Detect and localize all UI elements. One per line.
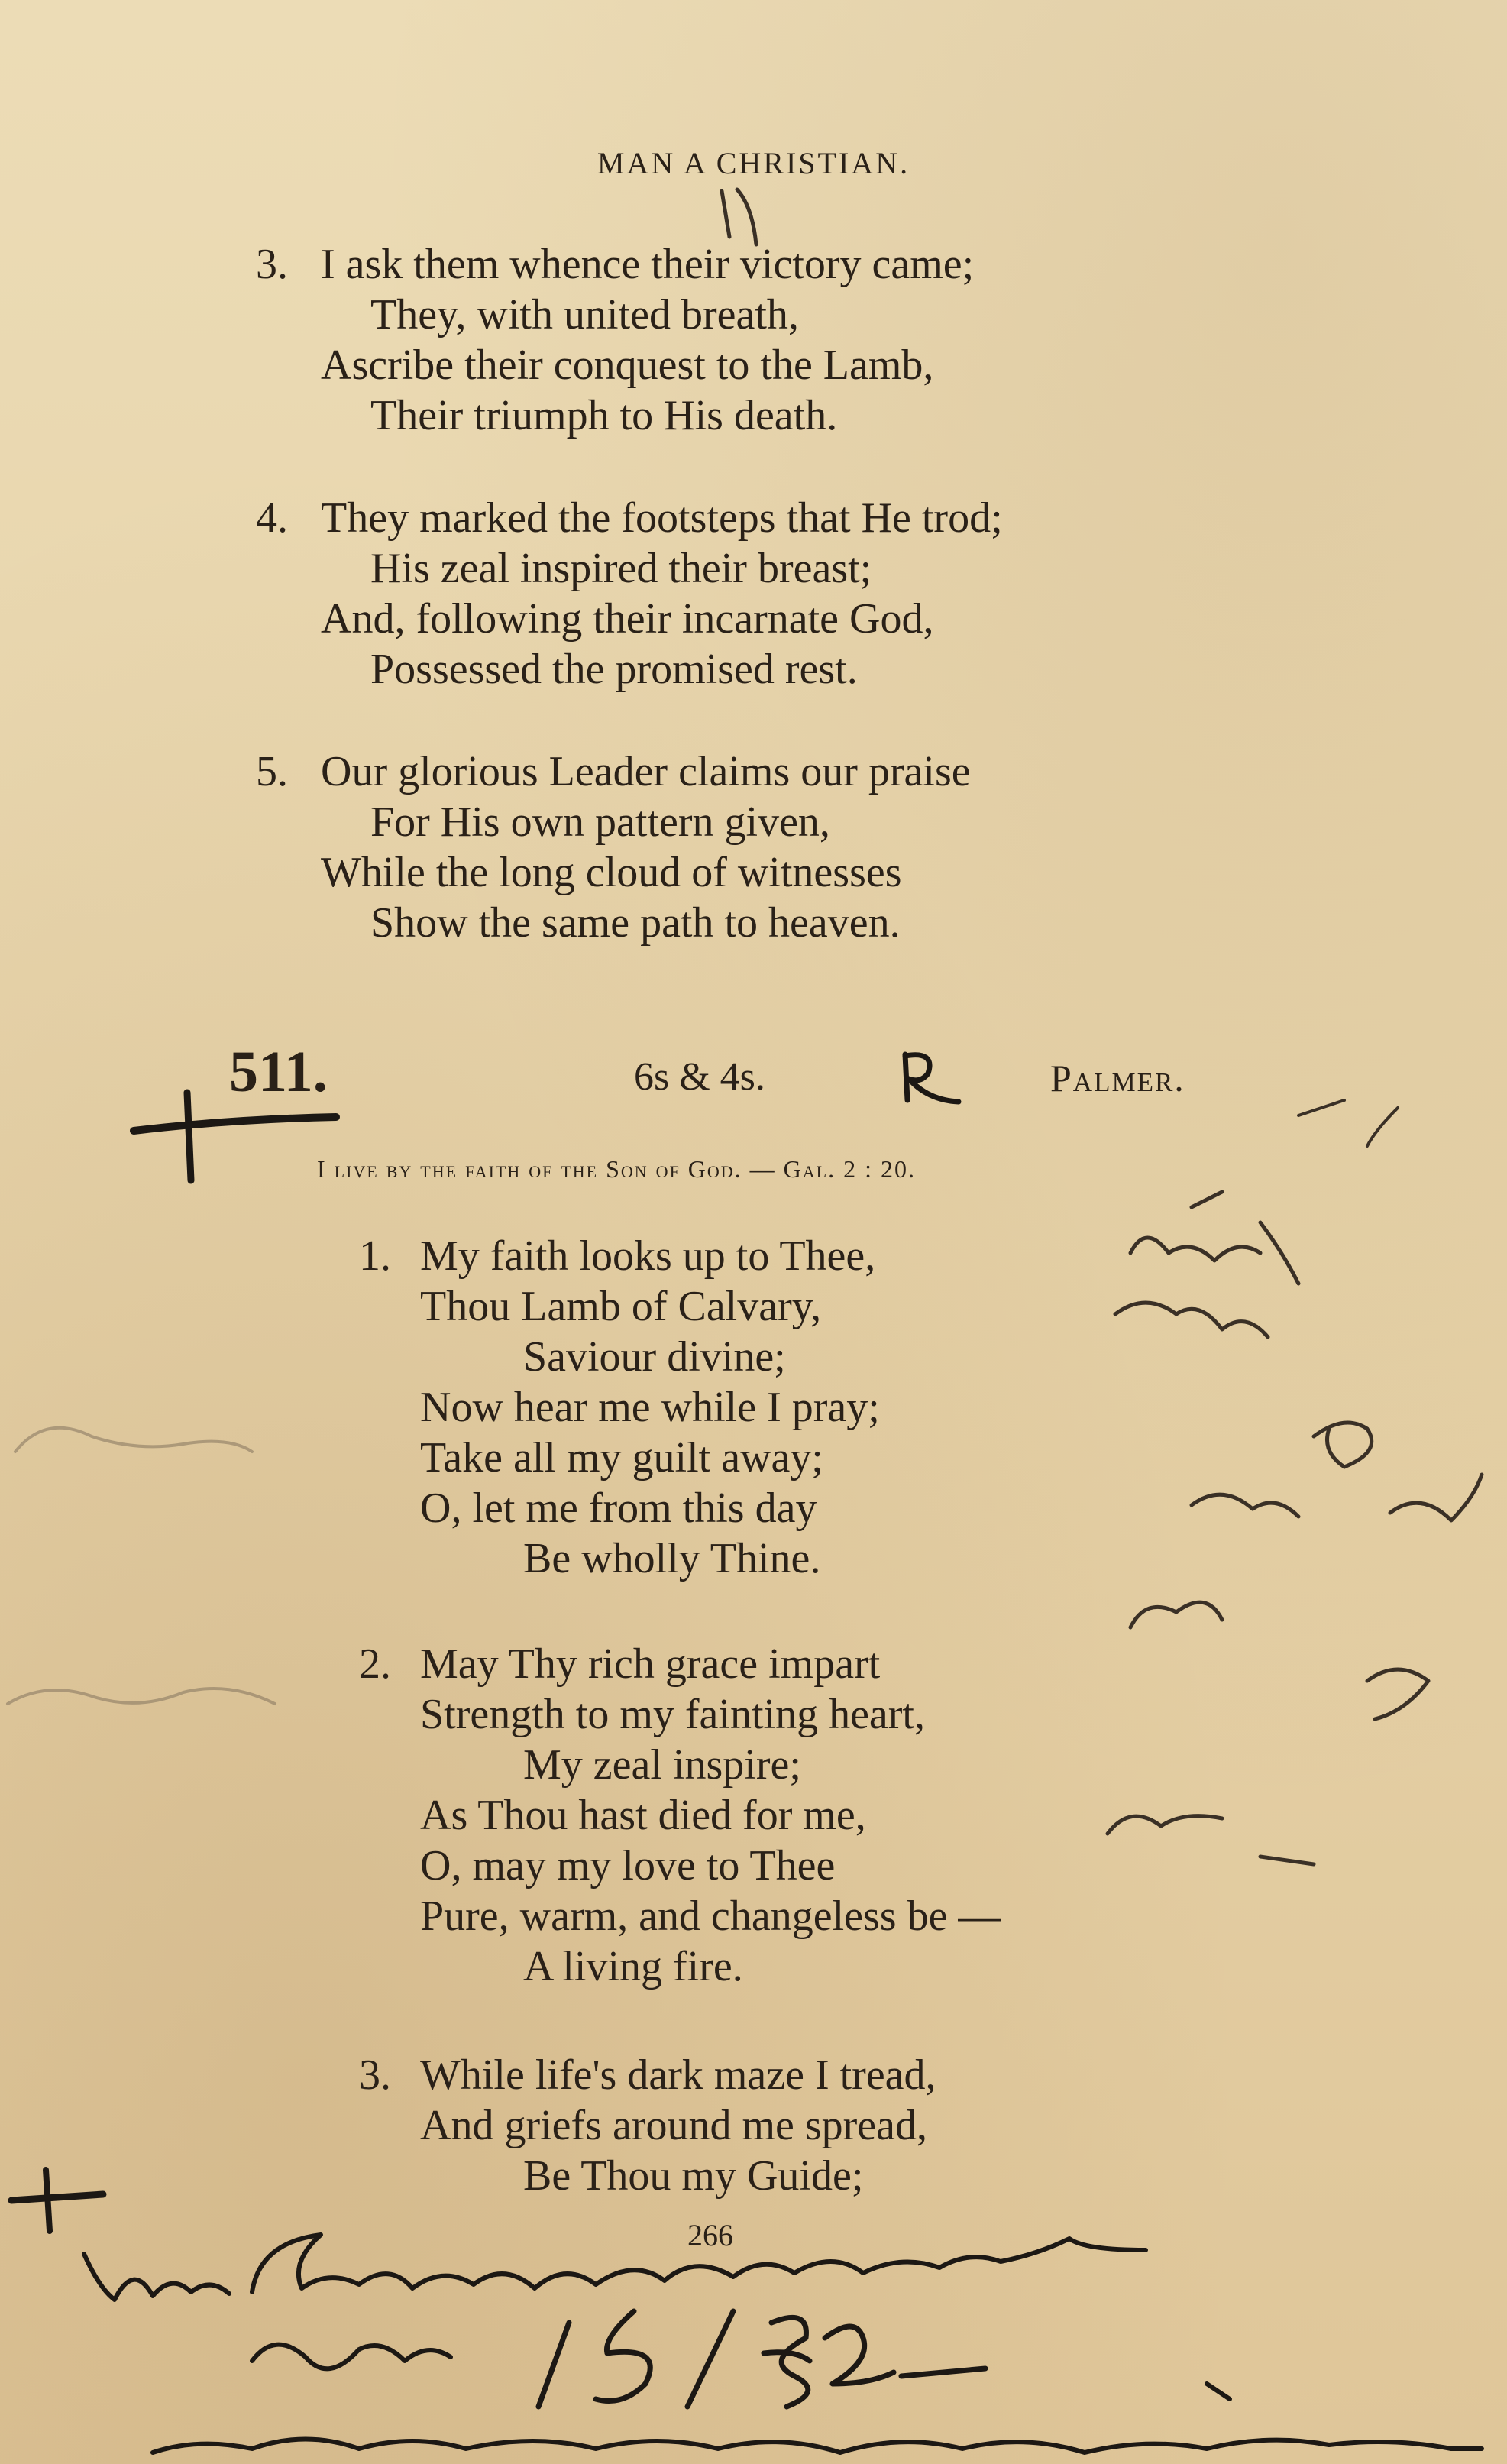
verse-line: They, with united breath, xyxy=(370,291,799,338)
scripture-reference: I live by the faith of the Son of God. — Gal. 2 : 20. xyxy=(317,1155,917,1183)
verse-line: Be wholly Thine. xyxy=(523,1535,821,1582)
verse-line: O, let me from this day xyxy=(420,1485,817,1532)
verse-line: Thou Lamb of Calvary, xyxy=(420,1283,822,1330)
verse-line: As Thou hast died for me, xyxy=(420,1792,866,1839)
verse-line: Take all my guilt away; xyxy=(420,1434,823,1481)
verse-line: His zeal inspired their breast; xyxy=(370,545,872,592)
verse-line: O, may my love to Thee xyxy=(420,1842,836,1889)
verse-line: Possessed the promised rest. xyxy=(370,646,858,693)
verse-line: While life's dark maze I tread, xyxy=(420,2051,936,2099)
verse-line: My zeal inspire; xyxy=(523,1741,801,1789)
hymn-number: 511. xyxy=(229,1040,328,1104)
verse-line: And griefs around me spread, xyxy=(420,2102,928,2149)
hymn-tune: Palmer. xyxy=(1050,1057,1185,1099)
verse-line: Saviour divine; xyxy=(523,1333,786,1381)
stanza-number: 2. xyxy=(359,1640,391,1688)
verse-line: And, following their incarnate God, xyxy=(321,595,934,643)
verse-line: I ask them whence their victory came; xyxy=(321,241,975,288)
verse-line: For His own pattern given, xyxy=(370,798,830,846)
stanza-number: 4. xyxy=(256,494,288,542)
verse-line: Ascribe their conquest to the Lamb, xyxy=(321,342,934,389)
verse-line: They marked the footsteps that He trod; xyxy=(321,494,1003,542)
hymn-meter: 6s & 4s. xyxy=(634,1055,765,1099)
verse-line: Be Thou my Guide; xyxy=(523,2152,864,2200)
verse-line: Their triumph to His death. xyxy=(370,392,838,439)
page-number: 266 xyxy=(687,2218,733,2252)
verse-line: My faith looks up to Thee, xyxy=(420,1232,876,1280)
stanza-number: 3. xyxy=(359,2051,391,2099)
running-head: MAN A CHRISTIAN. xyxy=(597,146,910,180)
verse-line: While the long cloud of witnesses xyxy=(321,849,902,896)
stanza-number: 1. xyxy=(359,1232,391,1280)
verse-line: Now hear me while I pray; xyxy=(420,1384,880,1431)
verse-line: Show the same path to heaven. xyxy=(370,899,901,947)
verse-line: Pure, warm, and changeless be — xyxy=(420,1893,1001,1940)
stanza-number: 5. xyxy=(256,748,288,795)
verse-line: May Thy rich grace impart xyxy=(420,1640,881,1688)
verse-line: Our glorious Leader claims our praise xyxy=(321,748,971,795)
stanza-number: 3. xyxy=(256,241,288,288)
verse-line: A living fire. xyxy=(523,1943,743,1990)
verse-line: Strength to my fainting heart, xyxy=(420,1691,925,1738)
